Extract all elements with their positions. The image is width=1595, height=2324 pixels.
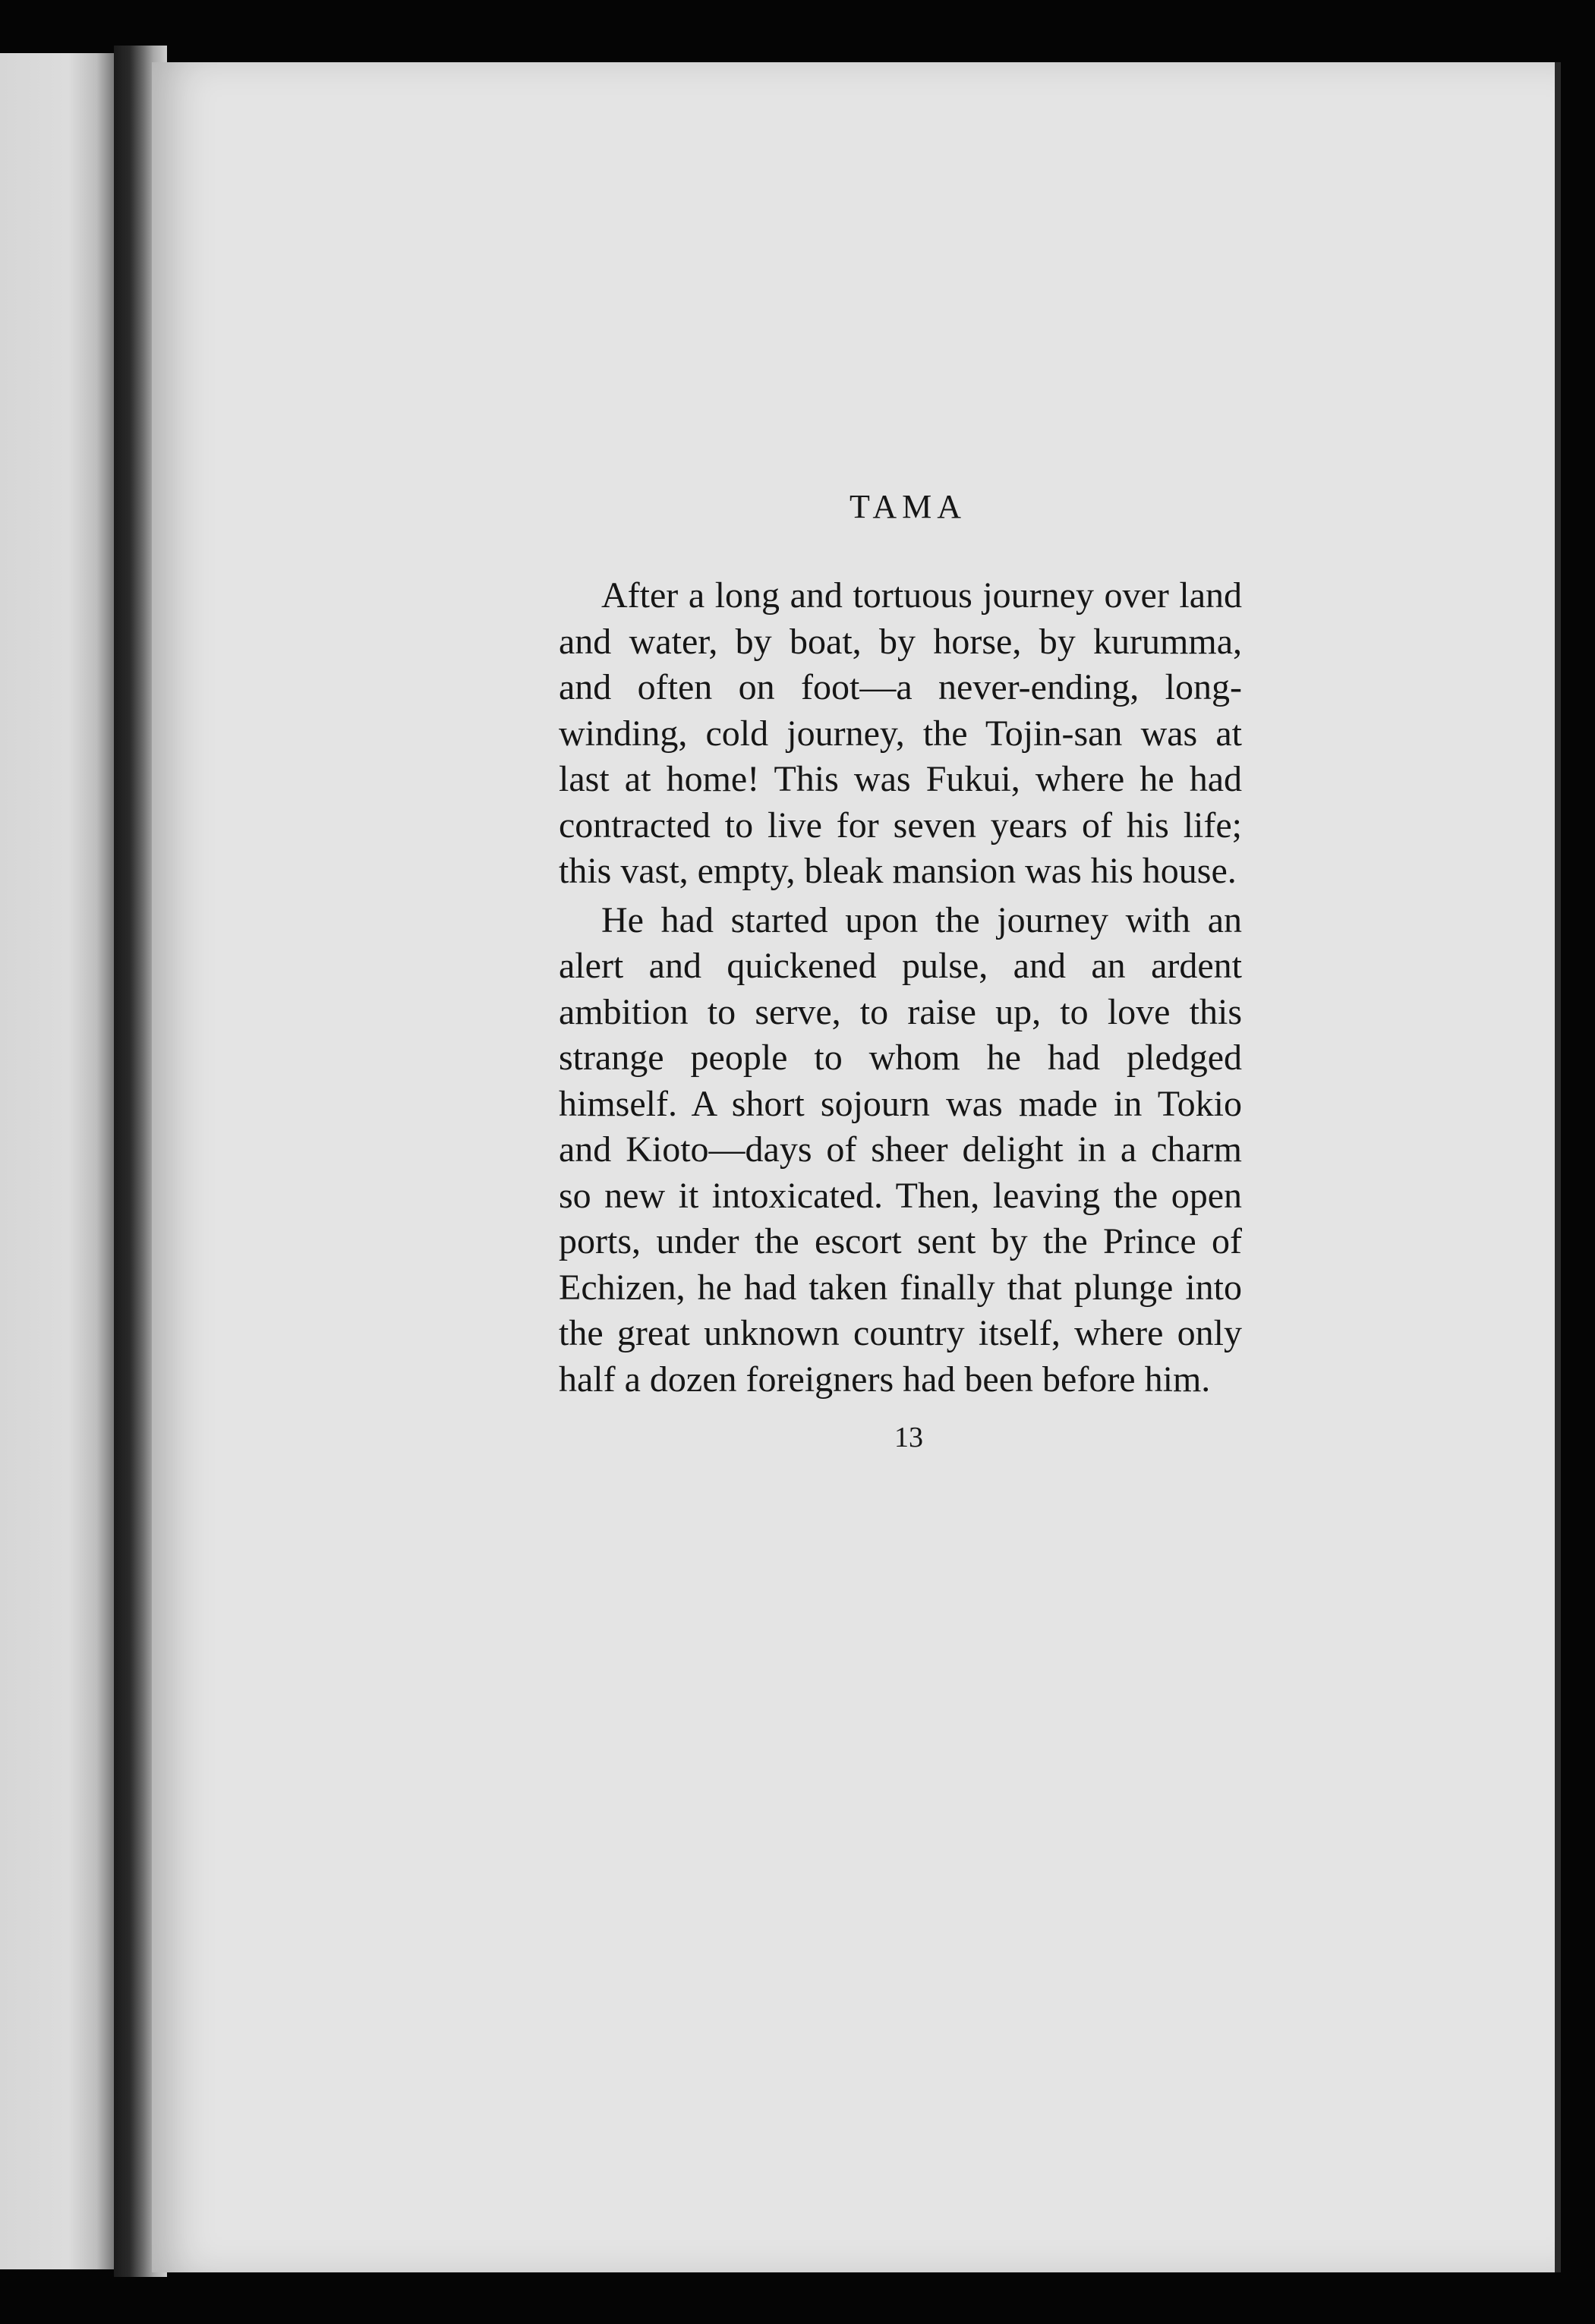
- running-head: TAMA: [849, 488, 967, 525]
- left-page-edge: [0, 53, 114, 2269]
- book-page: [152, 62, 1561, 2272]
- page-text-block: [559, 487, 1242, 1454]
- page-number: 13: [894, 1422, 923, 1453]
- paragraph-1: After a long and tortuous journey over land and water, by boat, by horse, by kurumma, and often on foot—a never-ending, long-winding, cold journey, the Tojin-san was at last at home! This was Fukui, where he had contracted to live for seven years of his life; this vast, empty, bleak mansion was his house.: [559, 575, 1242, 891]
- paragraph-2: He had started upon the journey with an alert and quickened pulse, and an ardent ambition to serve, to raise up, to love this strange people to whom he had pledged himself. A short sojourn was made in Tokio and Kioto—days of sheer delight in a charm so new it intoxicated. Then, leaving the open ports, under the escort sent by the Prince of Echizen, he had taken finally that plunge into the great unknown country itself, where only half a dozen foreigners had been before him.: [559, 899, 1242, 1400]
